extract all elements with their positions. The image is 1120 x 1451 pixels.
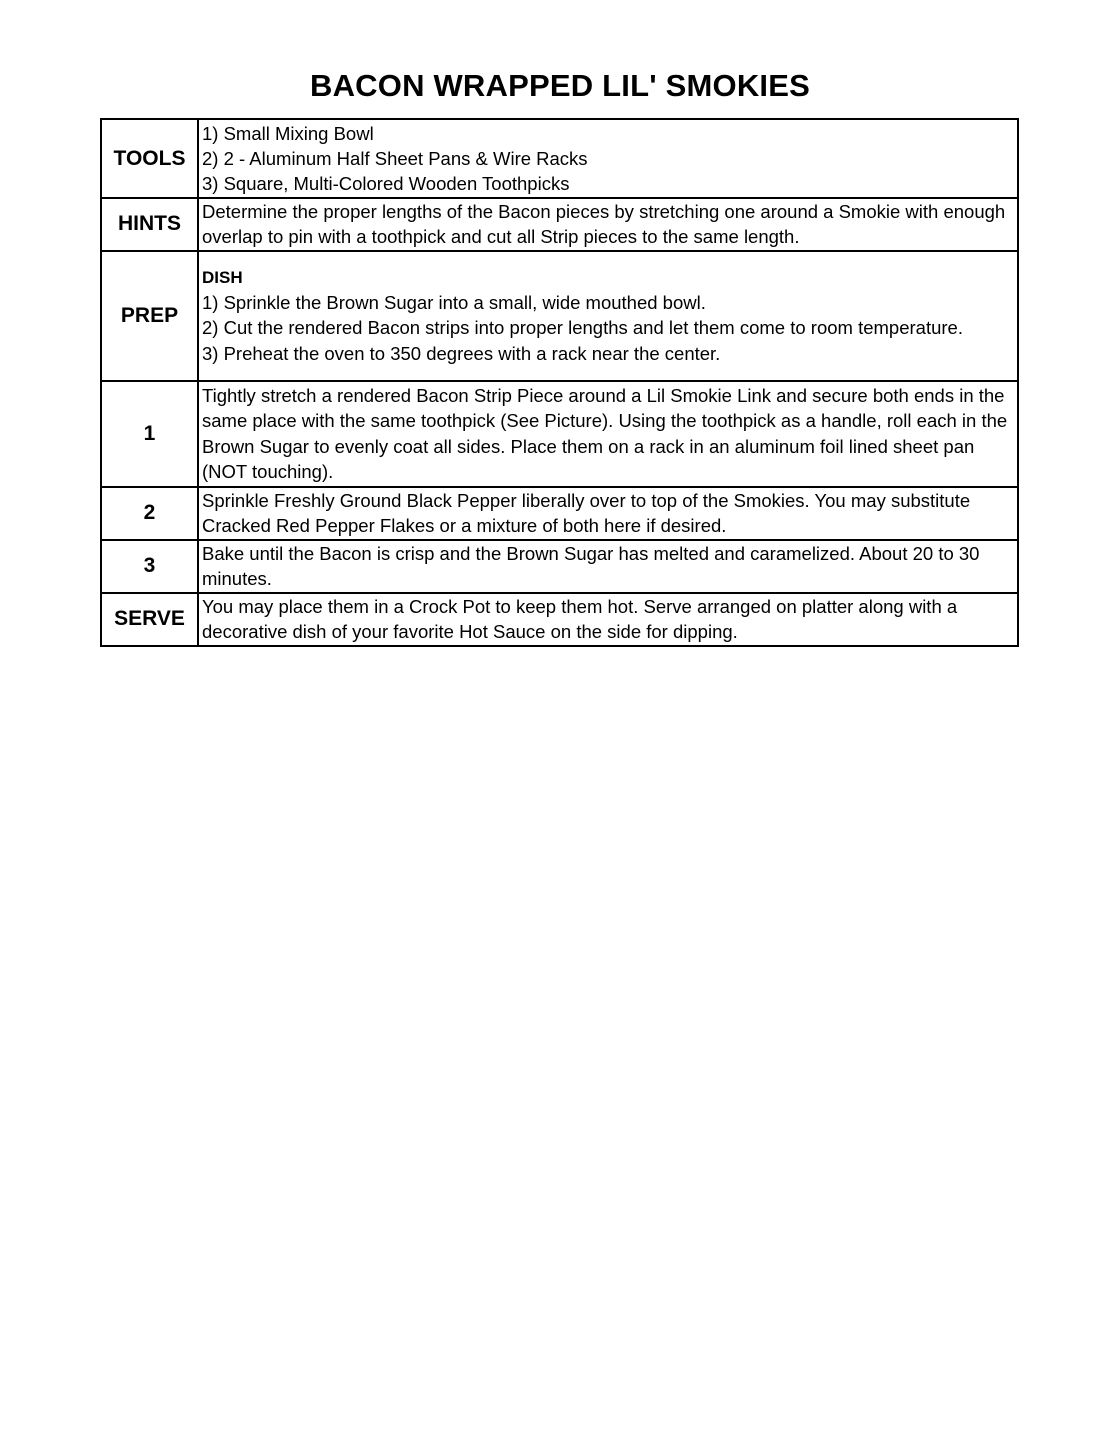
prep-row xyxy=(101,251,1018,381)
step-1-content: Tightly stretch a rendered Bacon Strip Piece around a Lil Smokie Link and secure both ends in the same place with the same toothpick (See Picture). Using the toothpick as a handle, roll each in the Brown Sugar to evenly coat all sides. Place them on a rack in an aluminum foil lined sheet pan (NOT touching). xyxy=(198,381,1018,487)
tools-item: 2) 2 - Aluminum Half Sheet Pans & Wire Racks xyxy=(202,147,588,169)
tools-item: 1) Small Mixing Bowl xyxy=(202,122,374,144)
step-2-content: Sprinkle Freshly Ground Black Pepper liberally over to top of the Smokies. You may substitute Cracked Red Pepper Flakes or a mixture of both here if desired. xyxy=(198,487,1018,540)
step-3-content: Bake until the Bacon is crisp and the Brown Sugar has melted and caramelized. About 20 to 30 minutes. xyxy=(198,540,1018,593)
serve-label: SERVE xyxy=(101,593,198,646)
recipe-table xyxy=(100,118,1019,647)
step-1-row xyxy=(101,381,1018,487)
serve-content: You may place them in a Crock Pot to keep them hot. Serve arranged on platter along with a decorative dish of your favorite Hot Sauce on the side for dipping. xyxy=(198,593,1018,646)
step-2-row xyxy=(101,487,1018,540)
serve-row xyxy=(101,593,1018,646)
prep-step: 2) Cut the rendered Bacon strips into proper lengths and let them come to room temperature. xyxy=(202,317,963,339)
step-2-label: 2 xyxy=(101,487,198,540)
page-title: BACON WRAPPED LIL' SMOKIES xyxy=(310,68,810,103)
tools-label: TOOLS xyxy=(101,119,198,198)
prep-step: 1) Sprinkle the Brown Sugar into a small, wide mouthed bowl. xyxy=(202,292,706,314)
prep-content xyxy=(198,251,1018,381)
hints-content: Determine the proper lengths of the Bacon pieces by stretching one around a Smokie with enough overlap to pin with a toothpick and cut all Strip pieces to the same length. xyxy=(198,198,1018,251)
tools-content xyxy=(198,119,1018,198)
tools-row xyxy=(101,119,1018,198)
prep-label: PREP xyxy=(101,251,198,381)
prep-subheading: DISH xyxy=(202,268,243,288)
hints-row xyxy=(101,198,1018,251)
hints-label: HINTS xyxy=(101,198,198,251)
step-1-label: 1 xyxy=(101,381,198,487)
prep-step: 3) Preheat the oven to 350 degrees with a rack near the center. xyxy=(202,342,721,364)
tools-item: 3) Square, Multi-Colored Wooden Toothpicks xyxy=(202,173,570,195)
step-3-label: 3 xyxy=(101,540,198,593)
step-3-row xyxy=(101,540,1018,593)
